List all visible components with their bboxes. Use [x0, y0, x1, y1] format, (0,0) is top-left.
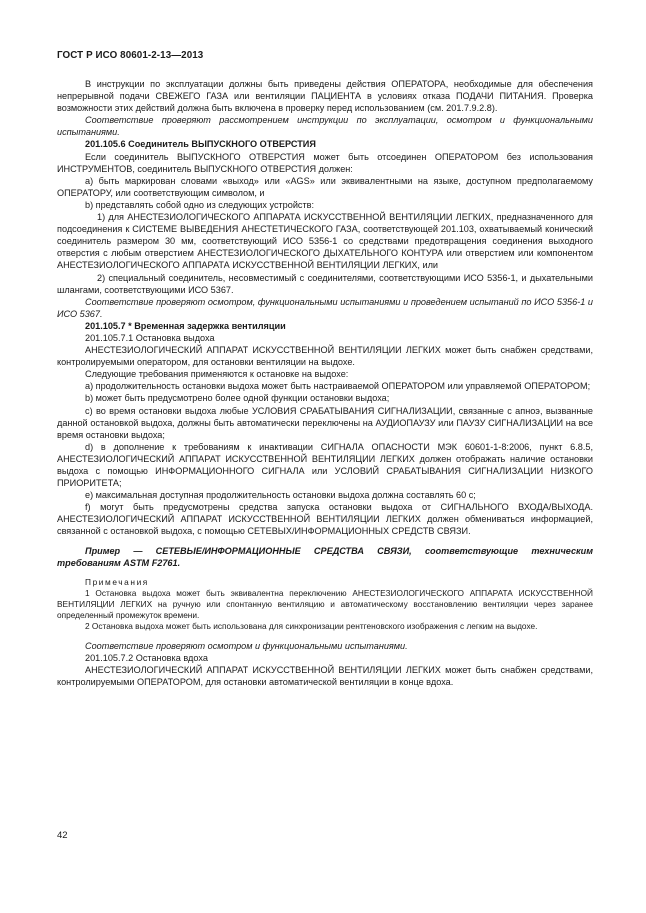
note-item: 2 Остановка выдоха может быть использована для синхронизации рентгеновского изображения с легким на выдохе. [85, 621, 538, 632]
list-item: f) могут быть предусмотрены средства запуска остановки выдоха от СИГНАЛЬНОГО ВХОДА/ВЫХОДА. АНЕСТЕЗИОЛОГИЧЕСКИЙ АППАРАТ ИСКУССТВЕННОЙ ВЕНТИЛЯЦИИ ЛЕГКИХ должен обмениваться информацией, связанной с остановкой выдоха, с помощью СЕТЕВЫХ/ИНФОРМАЦИОННЫХ СРЕДСТВ СВЯЗИ. [57, 502, 593, 537]
compliance-note: Соответствие проверяют осмотром, функциональными испытаниями и проведением испытаний по ИСО 5356-1 и ИСО 5367. [57, 296, 593, 319]
paragraph: АНЕСТЕЗИОЛОГИЧЕСКИЙ АППАРАТ ИСКУССТВЕННОЙ ВЕНТИЛЯЦИИ ЛЕГКИХ может быть снабжен средствами, контролируемыми оператором, для остановки вентиляции на выдохе. [57, 345, 593, 368]
compliance-note: Соответствие проверяют осмотром и функциональными испытаниями. [85, 640, 408, 651]
list-item: c) во время остановки выдоха любые УСЛОВИЯ СРАБАТЫВАНИЯ СИГНАЛИЗАЦИИ, связанные с апноэ, вызванные данной остановкой выдоха, должны быть автоматически переключены на АУДИОПАУЗУ или ПАУЗУ СИГНАЛИЗАЦИИ на все время остановки выдоха; [57, 405, 593, 440]
paragraph: АНЕСТЕЗИОЛОГИЧЕСКИЙ АППАРАТ ИСКУССТВЕННОЙ ВЕНТИЛЯЦИИ ЛЕГКИХ может быть снабжен средствами, контролируемыми ОПЕРАТОРОМ, для остановки автоматической вентиляции в конце вдоха. [57, 664, 593, 687]
note-item: 1 Остановка выдоха может быть эквивалентна переключению АНЕСТЕЗИОЛОГИЧЕСКОГО АППАРАТА ИСКУССТВЕННОЙ ВЕНТИЛЯЦИИ ЛЕГКИХ на ручную или спонтанную вентиляцию и автоматическому восстановлению вентиляции через заранее определенный промежуток времени. [57, 587, 593, 621]
paragraph: Если соединитель ВЫПУСКНОГО ОТВЕРСТИЯ может быть отсоединен ОПЕРАТОРОМ без использования ИНСТРУМЕНТОВ, соединитель ВЫПУСКНОГО ОТВЕРСТИЯ должен: [57, 151, 593, 174]
sub-list-item: 1) для АНЕСТЕЗИОЛОГИЧЕСКОГО АППАРАТА ИСКУССТВЕННОЙ ВЕНТИЛЯЦИИ ЛЕГКИХ, предназначенного для подсоединения к СИСТЕМЕ ВЫВЕДЕНИЯ АНЕСТЕТИЧЕСКОГО ГАЗА, соответствующей 201.103, охватываемый конический соединитель размером 30 мм, соответствующий ИСО 5356-1 со средствами предотвращения соединения выходного отверстия с любым отверстием АНЕСТЕЗИОЛОГИЧЕСКОГО ДЫХАТЕЛЬНОГО КОНТУРА или отверстием или компонентом АНЕСТЕЗИОЛОГИЧЕСКОГО АППАРАТА ИСКУССТВЕННОЙ ВЕНТИЛЯЦИИ ЛЕГКИХ, или [57, 212, 593, 271]
page-number: 42 [57, 830, 68, 841]
compliance-note: Соответствие проверяют рассмотрением инструкции по эксплуатации, осмотром и функциональными испытаниями. [57, 115, 593, 138]
list-item: b) представлять собой одно из следующих устройств: [85, 199, 315, 210]
paragraph-power-failure: В инструкции по эксплуатации должны быть приведены действия ОПЕРАТОРА, необходимые для обеспечения непрерывной подачи СВЕЖЕГО ГАЗА или вентиляции ПАЦИЕНТА в условиях отказа ПОДАЧИ ПИТАНИЯ. Проверка возможности этих действий должна быть включена в проверку перед использованием (см. 201.7.9.2.8). [57, 79, 593, 114]
notes-heading: Примечания [85, 576, 149, 587]
paragraph: Следующие требования применяются к остановке на выдохе: [85, 369, 349, 380]
sub-list-item: 2) специальный соединитель, несовместимый с соединителями, соответствующими ИСО 5356-1, и дыхательными шлангами, соответствующими ИСО 5367. [57, 272, 593, 295]
document-header: ГОСТ Р ИСО 80601-2-13—2013 [57, 50, 204, 61]
section-heading-201-105-7: 201.105.7 * Временная задержка вентиляции [85, 320, 286, 331]
list-item: a) продолжительность остановки выдоха может быть настраиваемой ОПЕРАТОРОМ или управляемой ОПЕРАТОРОМ; [85, 381, 591, 392]
document-body [57, 78, 593, 688]
subsection-heading: 201.105.7.1 Остановка выдоха [85, 332, 215, 343]
list-item: d) в дополнение к требованиям к инактивации СИГНАЛА ОПАСНОСТИ МЭК 60601-1-8:2006, пункт 6.8.5, АНЕСТЕЗИОЛОГИЧЕСКИЙ АППАРАТ ИСКУССТВЕННОЙ ВЕНТИЛЯЦИИ ЛЕГКИХ должен отображать наличие остановки выдоха с помощью ИНФОРМАЦИОННОГО СИГНАЛА или УСЛОВИЙ СРАБАТЫВАНИЯ СИГНАЛИЗАЦИИ НИЗКОГО ПРИОРИТЕТА; [57, 441, 593, 489]
subsection-heading: 201.105.7.2 Остановка вдоха [85, 652, 208, 663]
section-heading-201-105-6: 201.105.6 Соединитель ВЫПУСКНОГО ОТВЕРСТИЯ [85, 139, 316, 150]
list-item: a) быть маркирован словами «выход» или «AGS» или эквивалентными на языке, доступном предполагаемому ОПЕРАТОРУ, или соответствующим символом, и [57, 175, 593, 198]
list-item: e) максимальная доступная продолжительность остановки выдоха должна составлять 60 с; [85, 490, 476, 501]
list-item: b) может быть предусмотрено более одной функции остановки выдоха; [85, 393, 390, 404]
example-note: Пример — СЕТЕВЫЕ/ИНФОРМАЦИОННЫЕ СРЕДСТВА СВЯЗИ, соответствующие техническим требованиям ASTM F2761. [57, 545, 593, 568]
